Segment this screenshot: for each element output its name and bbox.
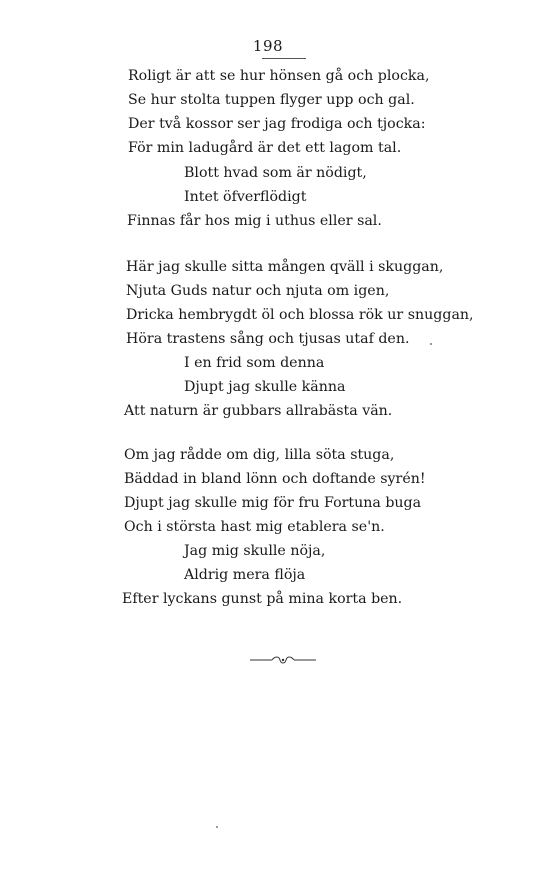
verse-line: Här jag skulle sitta mången qväll i skuggan, [126,259,444,275]
verse-line-indented: Blott hvad som är nödigt, [184,165,367,181]
verse-line-indented: Djupt jag skulle känna [184,379,346,395]
verse-line: Om jag rådde om dig, lilla söta stuga, [124,447,395,463]
verse-line-indented: Jag mig skulle nöja, [184,543,326,559]
verse-line: Roligt är att se hur hönsen gå och plocka, [128,68,430,84]
verse-line: Och i största hast mig etablera se'n. [124,519,385,535]
verse-line: Njuta Guds natur och njuta om igen, [126,283,390,299]
verse-line: Bäddad in bland lönn och doftande syrén! [124,471,426,487]
verse-line-indented: Aldrig mera flöja [184,567,306,583]
end-ornament-icon [250,655,316,665]
verse-line-indented: Intet öfverflödigt [184,189,307,205]
verse-line: Att naturn är gubbars allrabästa vän. [124,403,393,419]
verse-line: Se hur stolta tuppen flyger upp och gal. [128,92,415,108]
page-number: 198 [252,37,284,55]
verse-line: Djupt jag skulle mig för fru Fortuna buga [124,495,422,511]
verse-line: Der två kossor ser jag frodiga och tjocka: [128,116,426,132]
verse-line-indented: I en frid som denna [184,355,325,371]
verse-line: Dricka hembrygdt öl och blossa rök ur snuggan, [126,307,474,323]
verse-line: Efter lyckans gunst på mina korta ben. [122,591,403,607]
paper-speck [430,343,432,345]
page-number-rule [262,58,306,59]
paper-speck [216,826,218,828]
verse-line: Finnas får hos mig i uthus eller sal. [127,213,382,229]
verse-line: Höra trastens sång och tjusas utaf den. [126,331,410,347]
verse-line: För min ladugård är det ett lagom tal. [128,140,402,156]
